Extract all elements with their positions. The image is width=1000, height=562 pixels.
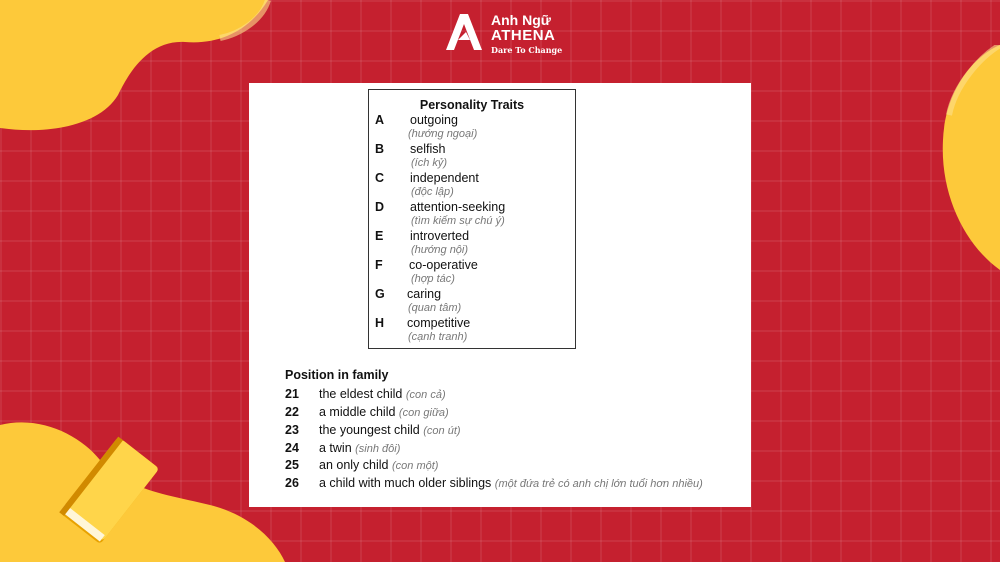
brand-line1: Anh Ngữ [491, 12, 551, 28]
position-item [285, 441, 745, 459]
trait-item [375, 200, 570, 229]
position-item [285, 423, 745, 441]
trait-word: co-operative [409, 258, 478, 272]
position-item [285, 458, 745, 476]
trait-item [375, 258, 570, 287]
position-number: 24 [285, 441, 299, 455]
position-number: 25 [285, 458, 299, 472]
trait-meaning: (ích kỷ) [411, 157, 448, 169]
trait-word: attention-seeking [410, 200, 506, 214]
top-left-blob [0, 0, 280, 140]
personality-traits-box [368, 89, 576, 349]
position-text: an only child [319, 458, 389, 472]
trait-word: introverted [410, 229, 470, 243]
trait-meaning: (quan tâm) [408, 302, 462, 314]
athena-logo-icon [444, 10, 486, 52]
position-number: 21 [285, 387, 299, 401]
position-text: the youngest child [319, 423, 420, 437]
trait-item [375, 142, 570, 171]
trait-word: selfish [410, 142, 446, 156]
position-item [285, 387, 745, 405]
book-icon [52, 432, 164, 552]
trait-word: caring [407, 287, 442, 301]
trait-letter: H [375, 316, 385, 330]
trait-letter: G [375, 287, 385, 301]
position-number: 23 [285, 423, 299, 437]
trait-letter: E [375, 229, 384, 243]
position-number: 26 [285, 476, 299, 490]
trait-meaning: (tìm kiếm sự chú ý) [411, 215, 505, 227]
trait-meaning: (hướng ngoại) [408, 128, 478, 140]
right-blob [935, 45, 1000, 275]
trait-letter: A [375, 113, 385, 127]
position-title: Position in family [285, 368, 389, 382]
trait-letter: F [375, 258, 383, 272]
worksheet [249, 83, 751, 507]
trait-word: independent [410, 171, 479, 185]
trait-meaning: (hợp tác) [411, 273, 455, 285]
trait-word: outgoing [410, 113, 458, 127]
brand-name: ATHENA [491, 27, 556, 44]
trait-item [375, 316, 570, 345]
trait-item [375, 287, 570, 316]
position-gloss: (con giữa) [398, 407, 449, 419]
traits-title: Personality Traits [419, 98, 525, 112]
position-text: a child with much older siblings [319, 476, 492, 490]
position-gloss: (con cả) [405, 389, 446, 401]
trait-letter: B [375, 142, 385, 156]
trait-letter: C [375, 171, 385, 185]
position-item [285, 405, 745, 423]
trait-letter: D [375, 200, 385, 214]
brand-logo[interactable] [444, 10, 564, 56]
trait-meaning: (độc lập) [411, 186, 454, 198]
trait-item [375, 113, 570, 142]
trait-item [375, 171, 570, 200]
position-gloss: (con út) [423, 425, 461, 437]
position-gloss: (con một) [391, 460, 439, 472]
brand-slogan: Dare To Change [491, 45, 563, 55]
trait-meaning: (cạnh tranh) [408, 331, 468, 343]
position-item [285, 476, 745, 494]
position-number: 22 [285, 405, 299, 419]
position-text: a middle child [319, 405, 396, 419]
position-text: a twin [319, 441, 352, 455]
position-text: the eldest child [319, 387, 403, 401]
trait-word: competitive [407, 316, 471, 330]
trait-meaning: (hướng nội) [411, 244, 469, 256]
position-gloss: (một đứa trẻ có anh chị lớn tuổi hơn nhiều) [494, 478, 703, 490]
position-gloss: (sinh đôi) [355, 443, 401, 455]
trait-item [375, 229, 570, 258]
